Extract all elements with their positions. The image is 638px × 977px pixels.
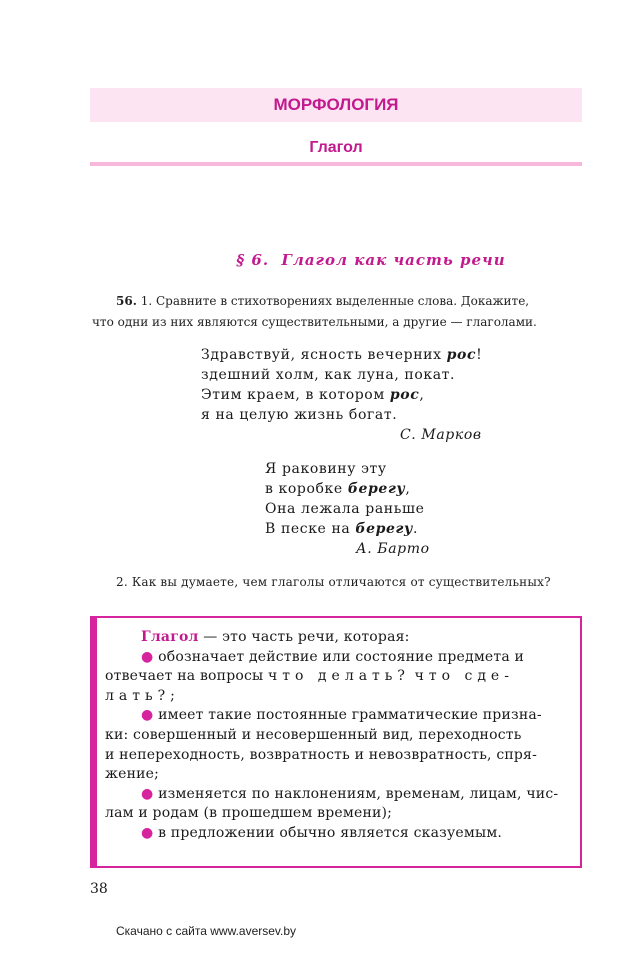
page-number: 38 bbox=[90, 881, 108, 897]
poem1-line1: Здравствуй, ясность вечерних bbox=[201, 347, 447, 363]
rule-b1-cont: отвечает на вопросы bbox=[105, 668, 269, 685]
poem-markov bbox=[201, 345, 482, 425]
punct: . bbox=[413, 521, 419, 537]
poem1-line2: здешний холм, как луна, покат. bbox=[201, 367, 456, 383]
highlight-word: рос bbox=[389, 387, 420, 403]
paragraph-heading bbox=[90, 251, 582, 269]
highlight-word: берегу bbox=[347, 481, 406, 497]
task-number: 56. bbox=[116, 294, 137, 308]
poem2-line4: В песке на bbox=[265, 521, 356, 537]
rule-term: Глагол bbox=[141, 629, 199, 645]
rule-b2-line2: ки: совершенный и несовершенный вид, переходность bbox=[105, 726, 522, 743]
rule-intro: — это часть речи, которая: bbox=[198, 629, 410, 645]
poem-barto bbox=[265, 459, 424, 539]
task-part2: 2. Как вы думаете, чем глаголы отличаются от существительных? bbox=[116, 575, 551, 589]
question-word: что делать? bbox=[268, 668, 410, 685]
punct: , bbox=[405, 481, 411, 497]
rule-b3: изменяется по наклонениям, временам, лицам, чис- bbox=[153, 785, 559, 802]
rule-b3-line2: лам и родам (в прошедшем времени); bbox=[105, 805, 393, 822]
poem1-line3: Этим краем, в котором bbox=[201, 387, 390, 403]
rule-b1: обозначает действие или состояние предмета и bbox=[153, 648, 525, 665]
task-part1-line1: Сравните в стихотворениях выделенные слова. Докажите, bbox=[156, 294, 530, 308]
question-word: лать? bbox=[105, 687, 171, 704]
section-subtitle: Глагол bbox=[309, 139, 363, 156]
question-word: что сде- bbox=[414, 668, 514, 685]
footer-source: Скачано с сайта www.aversev.by bbox=[116, 924, 297, 938]
bullet-icon: ● bbox=[141, 707, 154, 724]
poem2-line2: в коробке bbox=[265, 481, 348, 497]
subtitle-underline bbox=[90, 162, 582, 166]
poem1-line4: я на целую жизнь богат. bbox=[201, 407, 398, 423]
task-56 bbox=[92, 291, 582, 333]
rule-b2: имеет такие постоянные грамматические призна- bbox=[153, 707, 542, 724]
paragraph-title: Глагол как часть речи bbox=[281, 251, 506, 269]
task-part1-line2: что одни из них являются существительными, а другие — глаголами. bbox=[92, 315, 537, 329]
bullet-icon: ● bbox=[141, 824, 154, 841]
section-title: МОРФОЛОГИЯ bbox=[90, 88, 582, 122]
bullet-icon: ● bbox=[141, 785, 154, 802]
highlight-word: рос bbox=[446, 347, 477, 363]
poem1-author: С. Марков bbox=[400, 427, 482, 443]
rule-b4: в предложении обычно является сказуемым. bbox=[153, 824, 503, 841]
bullet-icon: ● bbox=[141, 648, 154, 665]
task-part1-number: 1. bbox=[140, 294, 153, 308]
poem2-author: А. Барто bbox=[356, 541, 430, 557]
highlight-word: берегу bbox=[355, 521, 413, 537]
punct: ; bbox=[170, 687, 176, 704]
poem2-line3: Она лежала раньше bbox=[265, 501, 425, 517]
paragraph-number: § 6. bbox=[236, 251, 270, 269]
rule-text bbox=[105, 628, 573, 844]
poem2-line1: Я раковину эту bbox=[265, 461, 387, 477]
rule-b2-line3: и непереходность, возвратность и невозвратность, спря- bbox=[105, 746, 538, 763]
punct: , bbox=[419, 387, 425, 403]
punct: ! bbox=[476, 347, 483, 363]
rule-b2-line4: жение; bbox=[105, 766, 160, 783]
